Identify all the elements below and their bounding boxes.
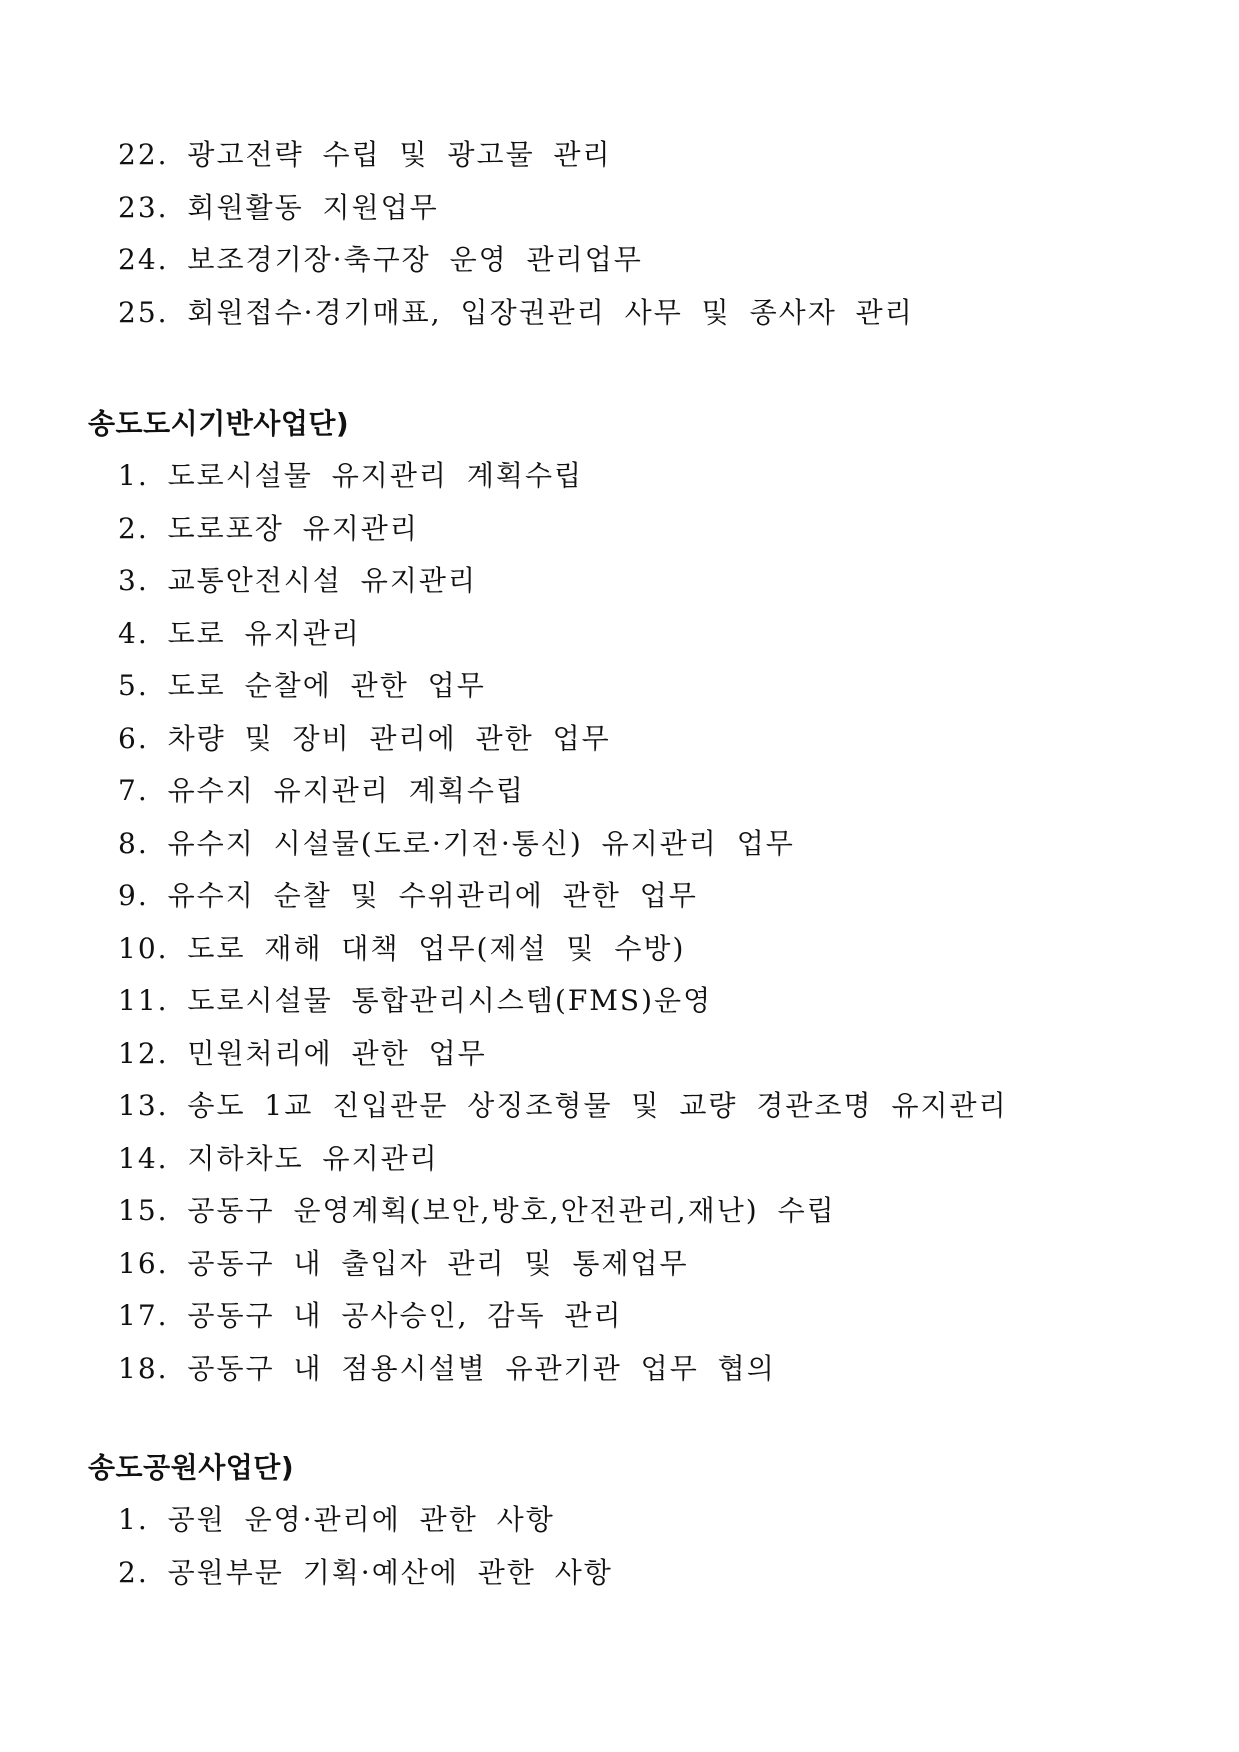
item-list <box>118 450 1008 1395</box>
list-item: 23. 회원활동 지원업무 <box>118 190 439 224</box>
section-title: 송도공원사업단) <box>88 1451 295 1484</box>
list-item: 22. 광고전략 수립 및 광고물 관리 <box>118 138 612 171</box>
list-item: 12. 민원처리에 관한 업무 <box>118 1036 487 1070</box>
list-item: 18. 공동구 내 점용시설별 유관기관 업무 협의 <box>118 1351 776 1385</box>
list-item: 25. 회원접수·경기매표, 입장권관리 사무 및 종사자 관리 <box>118 295 914 329</box>
list-item: 9. 유수지 순찰 및 수위관리에 관한 업무 <box>118 879 698 912</box>
list-item: 7. 유수지 유지관리 계획수립 <box>118 774 525 807</box>
list-item: 2. 도로포장 유지관리 <box>118 511 419 545</box>
list-item: 15. 공동구 운영계획(보안,방호,안전관리,재난) 수립 <box>118 1194 836 1227</box>
list-item: 17. 공동구 내 공사승인, 감독 관리 <box>118 1299 623 1332</box>
list-item: 2. 공원부문 기획·예산에 관한 사항 <box>118 1555 613 1589</box>
item-list <box>118 1494 613 1599</box>
list-item: 8. 유수지 시설물(도로·기전·통신) 유지관리 업무 <box>118 826 795 860</box>
list-item: 4. 도로 유지관리 <box>118 616 361 650</box>
list-item: 6. 차량 및 장비 관리에 관한 업무 <box>118 721 611 755</box>
list-item: 1. 공원 운영·관리에 관한 사항 <box>118 1503 555 1536</box>
list-item: 13. 송도 1교 진입관문 상징조형물 및 교량 경관조명 유지관리 <box>118 1089 1008 1122</box>
list-item: 24. 보조경기장·축구장 운영 관리업무 <box>118 243 643 276</box>
list-item: 11. 도로시설물 통합관리시스템(FMS)운영 <box>118 984 713 1017</box>
list-item: 5. 도로 순찰에 관한 업무 <box>118 669 486 702</box>
section-title: 송도도시기반사업단) <box>88 407 350 440</box>
list-item: 16. 공동구 내 출입자 관리 및 통제업무 <box>118 1246 689 1280</box>
item-list <box>118 129 914 339</box>
list-item: 14. 지하차도 유지관리 <box>118 1141 439 1175</box>
list-item: 10. 도로 재해 대책 업무(제설 및 수방) <box>118 931 686 965</box>
list-item: 1. 도로시설물 유지관리 계획수립 <box>118 459 584 492</box>
list-item: 3. 교통안전시설 유지관리 <box>118 564 477 597</box>
